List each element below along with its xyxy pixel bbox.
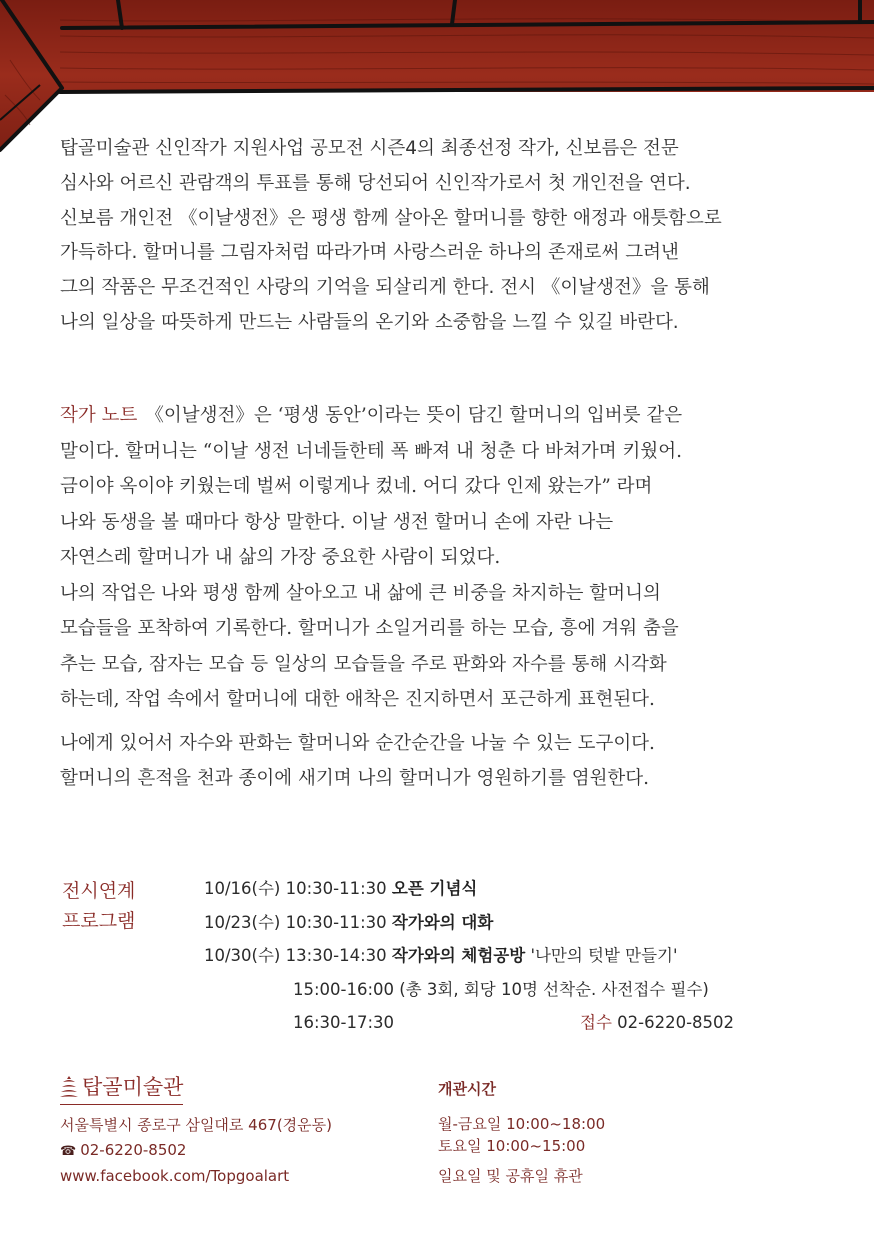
registration-contact bbox=[580, 1006, 734, 1040]
program-label-line: 프로그램 bbox=[62, 910, 136, 932]
schedule-row bbox=[204, 872, 804, 906]
note-first-line bbox=[60, 398, 830, 434]
museum-phone-row bbox=[60, 1138, 400, 1164]
museum-logo bbox=[60, 1072, 183, 1105]
phone-icon: ☎ bbox=[60, 1144, 77, 1159]
closed-days: 일요일 및 공휴일 휴관 bbox=[438, 1167, 583, 1185]
schedule-extra: '나만의 텃밭 만들기' bbox=[530, 946, 678, 965]
schedule-title: 오픈 기념식 bbox=[391, 879, 478, 898]
saturday-hours: 토요일 10:00~15:00 bbox=[438, 1137, 586, 1155]
intro-line: 그의 작품은 무조건적인 사랑의 기억을 되살리게 한다. 전시 《이날생전》을 통해 bbox=[60, 277, 710, 299]
opening-hours-title: 개관시간 bbox=[438, 1080, 496, 1098]
note-line: 말이다. 할머니는 “이날 생전 너네들한테 폭 빠져 내 청춘 다 바쳐가며 키웠어. bbox=[60, 440, 683, 462]
museum-website[interactable]: www.facebook.com/Topgoalart bbox=[60, 1167, 290, 1185]
note-line: 금이야 옥이야 키웠는데 벌써 이렇게나 컸네. 어디 갔다 인제 왔는가” 라며 bbox=[60, 476, 653, 497]
schedule-sub-row bbox=[204, 973, 804, 1007]
schedule-sub-time: 16:30-17:30 bbox=[293, 1013, 395, 1032]
note-closing-line: 나에게 있어서 자수와 판화는 할머니와 순간순간을 나눌 수 있는 도구이다. bbox=[60, 732, 655, 754]
weekday-hours: 월-금요일 10:00~18:00 bbox=[438, 1115, 606, 1133]
museum-address: 서울특별시 종로구 삼일대로 467(경운동) bbox=[60, 1116, 332, 1134]
schedule-title: 작가와의 대화 bbox=[391, 912, 494, 932]
intro-line: 심사와 어르신 관람객의 투표를 통해 당선되어 신인작가로서 첫 개인전을 연다. bbox=[60, 172, 691, 194]
museum-details bbox=[60, 1113, 400, 1189]
intro-line: 가득하다. 할머니를 그림자처럼 따라가며 사랑스러운 하나의 존재로써 그려낸 bbox=[60, 242, 679, 264]
note-line: 하는데, 작업 속에서 할머니에 대한 애착은 진지하면서 포근하게 표현된다. bbox=[60, 689, 655, 710]
schedule-sub-time: 15:00-16:00 (총 3회, 회당 10명 선착순. 사전접수 필수) bbox=[293, 979, 709, 999]
note-line: 추는 모습, 잠자는 모습 등 일상의 모습들을 주로 판화와 자수를 통해 시각화 bbox=[60, 653, 667, 675]
intro-line: 탑골미술관 신인작가 지원사업 공모전 시즌4의 최종선정 작가, 신보름은 전문 bbox=[60, 138, 679, 159]
note-line: 《이날생전》은 ‘평생 동안’이라는 뜻이 담긴 할머니의 입버릇 같은 bbox=[145, 405, 683, 426]
program-label bbox=[62, 876, 135, 936]
note-closing-line: 할머니의 흔적을 천과 종이에 새기며 나의 할머니가 영원하기를 염원한다. bbox=[60, 768, 650, 789]
note-line: 자연스레 할머니가 내 삶의 가장 중요한 사람이 되었다. bbox=[60, 547, 501, 568]
schedule-sub-row bbox=[204, 1006, 804, 1040]
note-line: 모습들을 포착하여 기록한다. 할머니가 소일거리를 하는 모습, 흥에 겨워 춤을 bbox=[60, 618, 679, 639]
schedule-time: 10/23(수) 10:30-11:30 bbox=[204, 912, 387, 932]
paragraph-gap bbox=[60, 718, 830, 726]
schedule-time: 10/16(수) 10:30-11:30 bbox=[204, 879, 387, 898]
museum-info bbox=[60, 1072, 400, 1189]
pagoda-icon bbox=[60, 1075, 78, 1099]
artist-note bbox=[60, 398, 830, 797]
program-schedule bbox=[204, 872, 804, 1040]
museum-phone: 02-6220-8502 bbox=[80, 1141, 187, 1159]
intro-line: 나의 일상을 따뜻하게 만드는 사람들의 온기와 소중함을 느낄 수 있길 바란다. bbox=[60, 311, 679, 333]
program-label-line: 전시연계 bbox=[62, 880, 136, 902]
artist-note-label: 작가 노트 bbox=[60, 405, 138, 426]
note-line: 나의 작업은 나와 평생 함께 살아오고 내 삶에 큰 비중을 차지하는 할머니의 bbox=[60, 582, 661, 604]
intro-paragraph bbox=[60, 132, 820, 341]
schedule-row bbox=[204, 906, 804, 940]
registration-label: 접수 bbox=[580, 1013, 612, 1032]
opening-hours-lines bbox=[438, 1113, 738, 1187]
intro-line: 신보름 개인전 《이날생전》은 평생 함께 살아온 할머니를 향한 애정과 애틋함으로 bbox=[60, 207, 722, 229]
museum-name: 탑골미술관 bbox=[82, 1075, 184, 1099]
note-line: 나와 동생을 볼 때마다 항상 말한다. 이날 생전 할머니 손에 자란 나는 bbox=[60, 511, 614, 533]
schedule-title: 작가와의 체험공방 bbox=[391, 946, 526, 965]
schedule-time: 10/30(수) 13:30-14:30 bbox=[204, 946, 387, 965]
schedule-row bbox=[204, 939, 804, 973]
opening-hours bbox=[438, 1078, 738, 1187]
registration-number: 02-6220-8502 bbox=[617, 1013, 735, 1032]
